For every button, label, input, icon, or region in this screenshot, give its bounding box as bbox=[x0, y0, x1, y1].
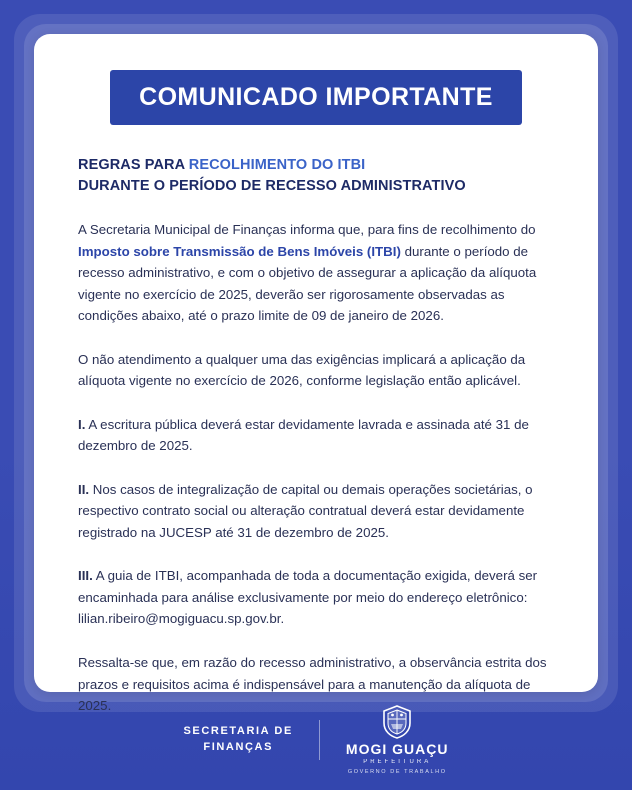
footer bbox=[0, 708, 632, 775]
brand-subtitle: PREFEITURA bbox=[363, 758, 432, 765]
footer-divider bbox=[319, 720, 320, 760]
subtitle-line2: DURANTE O PERÍODO DE RECESSO ADMINISTRATIVO bbox=[78, 178, 466, 195]
paragraph-closing bbox=[78, 652, 554, 717]
item-iii-text: A guia de ITBI, acompanhada de toda a documentação exigida, deverá ser encaminhada para análise exclusivamente por meio do endereço eletrônico: lilian.ribeiro@mogiguacu.sp.gov.br. bbox=[78, 568, 538, 627]
subtitle-highlight: RECOLHIMENTO DO ITBI bbox=[188, 157, 366, 173]
brand-government-label: GOVERNO DE TRABALHO bbox=[347, 768, 447, 775]
paragraph-item-ii bbox=[78, 479, 554, 544]
announcement-card bbox=[34, 34, 598, 714]
paragraph-2-text: O não atendimento a qualquer uma das exigências implicará a aplicação da alíquota vigente no exercício de 2026, conforme legislação então aplicável. bbox=[78, 351, 526, 389]
item-i-text: A escritura pública deverá estar devidamente lavrada e assinada até 31 de dezembro de 2025. bbox=[78, 416, 529, 454]
paragraph-closing-text: Ressalta-se que, em razão do recesso administrativo, a observância estrita dos prazos e requisitos acima é indispensável para a manutenção da alíquota de 2025. bbox=[78, 655, 547, 714]
brand-name: MOGI GUAÇU bbox=[345, 741, 449, 758]
secretaria-line1: SECRETARIA DE bbox=[183, 725, 293, 738]
secretaria-line2: FINANÇAS bbox=[203, 741, 274, 753]
item-ii-marker: II. bbox=[78, 481, 90, 497]
paragraph-2 bbox=[78, 349, 554, 392]
subtitle bbox=[78, 155, 554, 197]
paragraph-1-part2: durante o período de recesso administrativo, e com o objetivo de assegurar a aplicação da alíquota vigente no exercício de 2025, deverão ser rigorosamente observadas as condições abaixo, até o prazo limite de 09 de janeiro de 2026. bbox=[78, 243, 537, 324]
subtitle-prefix: REGRAS PARA bbox=[78, 157, 189, 173]
paragraph-item-iii bbox=[78, 565, 554, 630]
item-i-marker: I. bbox=[78, 416, 86, 432]
item-ii-text: Nos casos de integralização de capital ou demais operações societárias, o respectivo contrato social ou alteração contratual deverá estar devidamente registrado na JUCESP até 31 de dezembro de 2025. bbox=[78, 481, 533, 540]
item-iii-marker: III. bbox=[78, 568, 93, 584]
paragraph-item-i bbox=[78, 414, 554, 457]
coat-of-arms-icon bbox=[382, 705, 412, 739]
brand-block bbox=[346, 705, 449, 774]
secretaria-block bbox=[184, 724, 293, 756]
card-content bbox=[34, 34, 598, 741]
paragraph-1-bold: Imposto sobre Transmissão de Bens Imóveis (ITBI) bbox=[78, 243, 401, 259]
banner-title: COMUNICADO IMPORTANTE bbox=[110, 70, 522, 125]
paragraph-1-part1: A Secretaria Municipal de Finanças informa que, para fins de recolhimento do bbox=[78, 222, 536, 238]
paragraph-1 bbox=[78, 219, 554, 327]
